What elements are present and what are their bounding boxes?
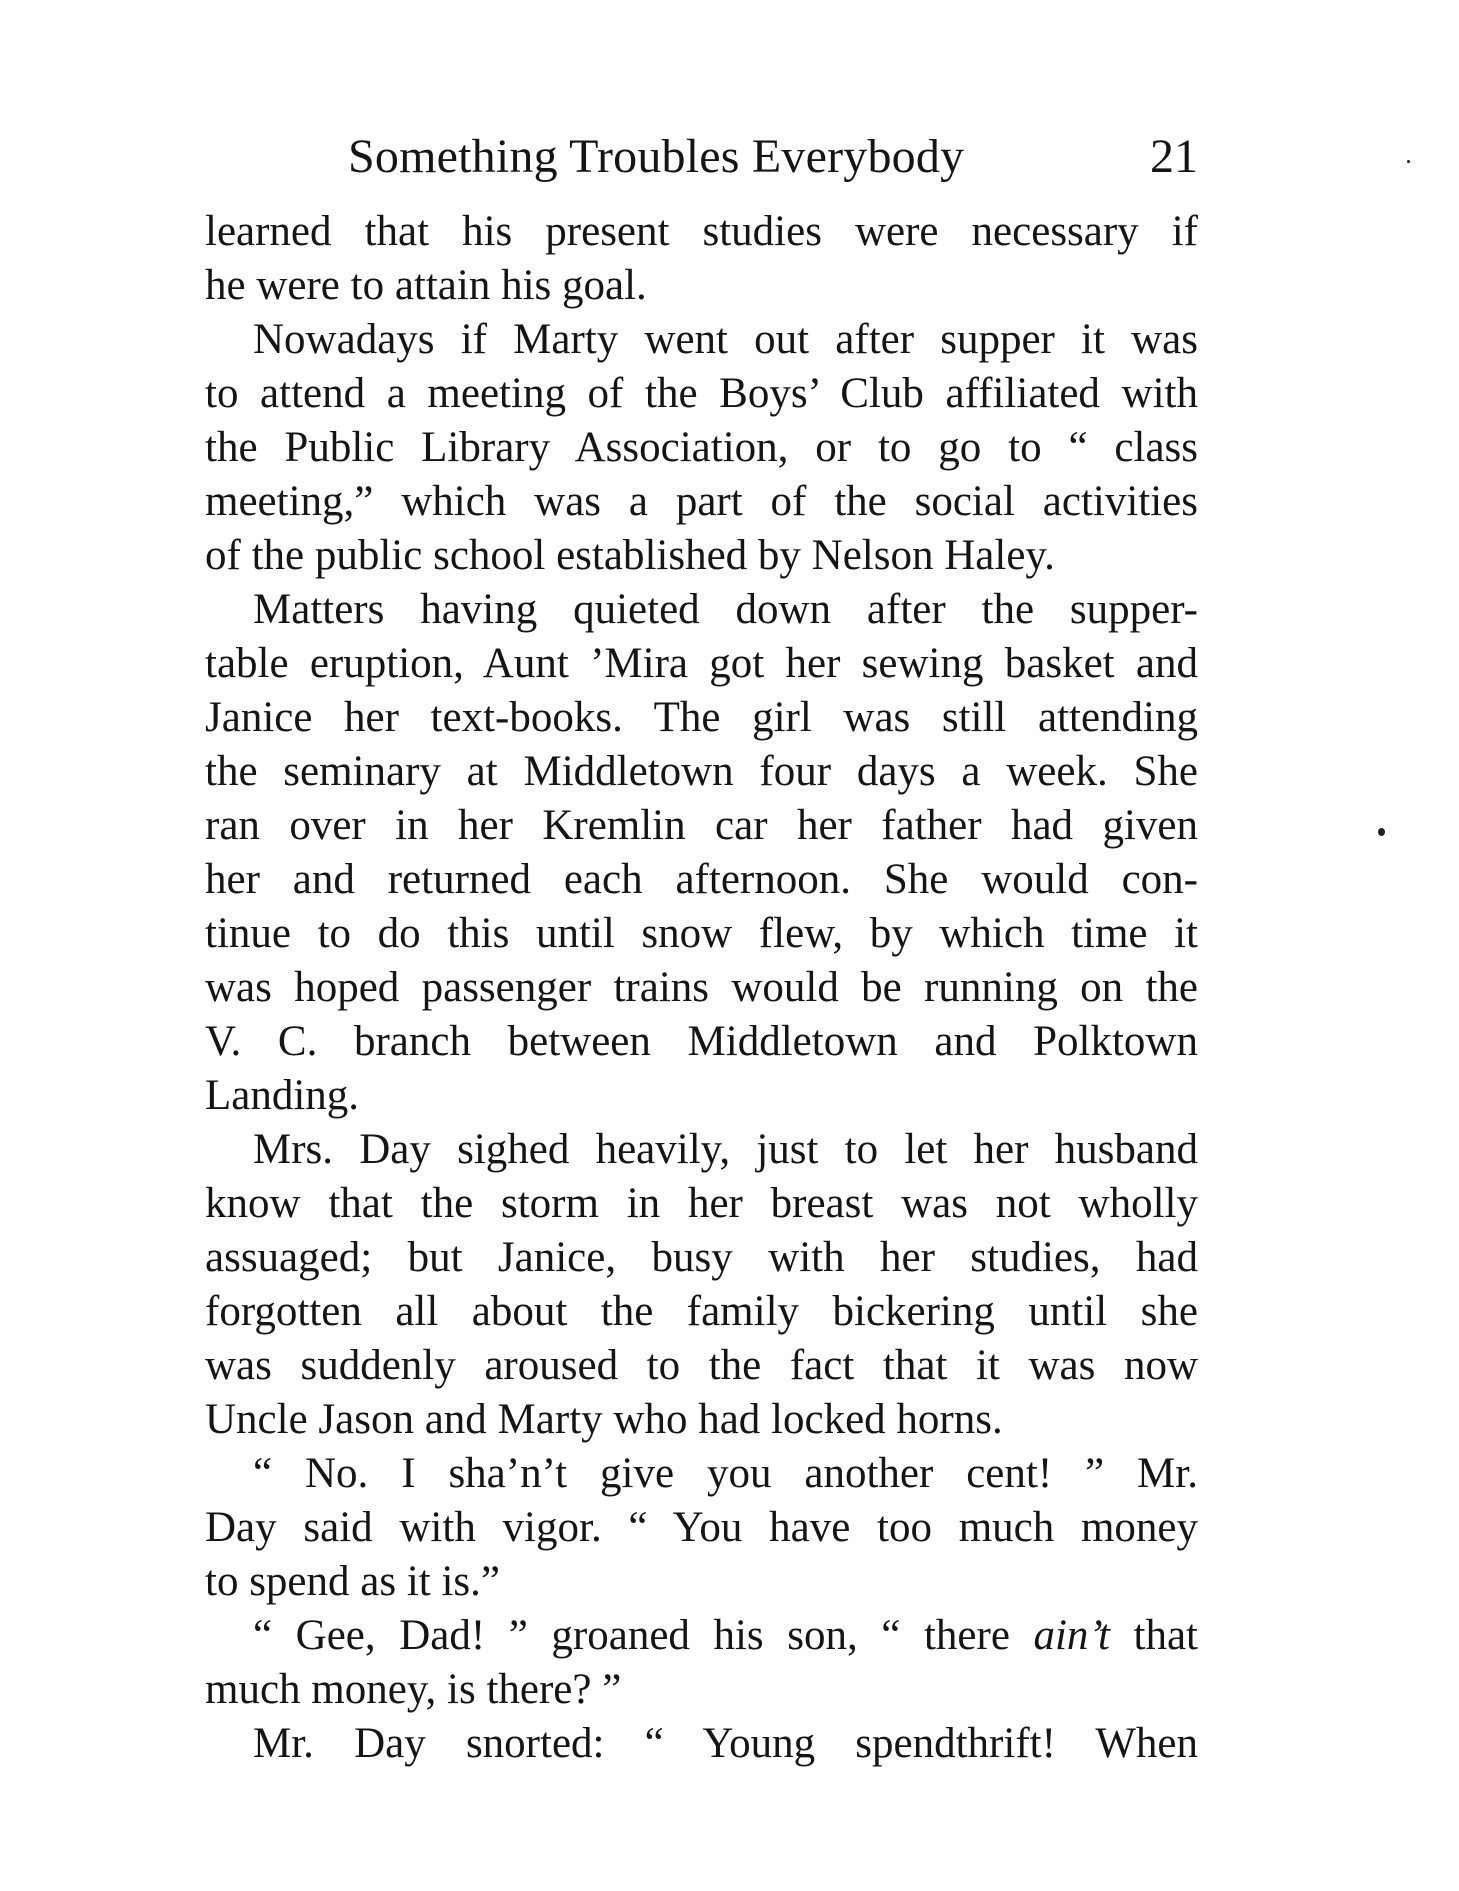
text-line: to spend as it is.” xyxy=(205,1558,500,1605)
text-line: meeting,” which was a part of the social activities xyxy=(205,478,1198,525)
running-title: Something Troubles Everybody xyxy=(348,130,965,183)
text-line: learned that his present studies were necessary if xyxy=(205,208,1198,255)
text-line: Mr. Day snorted: “ Young spendthrift! When xyxy=(253,1720,1198,1767)
text-line: ran over in her Kremlin car her father had given xyxy=(205,802,1198,849)
text-line: much money, is there? ” xyxy=(205,1666,622,1713)
text-line: Day said with vigor. “ You have too much money xyxy=(205,1504,1198,1551)
text-segment: that xyxy=(1109,1612,1198,1659)
text-segment: “ Gee, Dad! ” groaned his son, “ there xyxy=(253,1612,1034,1659)
ink-speck xyxy=(1407,160,1410,163)
text-line: of the public school established by Nelson Haley. xyxy=(205,532,1055,579)
text-line: was hoped passenger trains would be running on the xyxy=(205,964,1198,1011)
text-line: tinue to do this until snow flew, by which time it xyxy=(205,910,1198,957)
text-line: Nowadays if Marty went out after supper it was xyxy=(253,316,1198,363)
text-line: Janice her text-books. The girl was still attending xyxy=(205,694,1198,741)
text-line: Mrs. Day sighed heavily, just to let her husband xyxy=(253,1126,1198,1173)
text-line: “ No. I sha’n’t give you another cent! ” Mr. xyxy=(253,1450,1198,1497)
text-line: table eruption, Aunt ’Mira got her sewing basket and xyxy=(205,640,1198,687)
text-line: the seminary at Middletown four days a week. She xyxy=(205,748,1198,795)
text-line: Landing. xyxy=(205,1072,360,1119)
ink-speck xyxy=(1378,828,1385,836)
text-line: was suddenly aroused to the fact that it was now xyxy=(205,1342,1198,1389)
text-line: Uncle Jason and Marty who had locked horns. xyxy=(205,1396,1003,1443)
text-line: assuaged; but Janice, busy with her studies, had xyxy=(205,1234,1198,1281)
text-line: to attend a meeting of the Boys’ Club affiliated with xyxy=(205,370,1198,417)
text-line: forgotten all about the family bickering until she xyxy=(205,1288,1198,1335)
italic-text: ain’t xyxy=(1033,1612,1110,1659)
page-header xyxy=(205,122,1198,192)
text-line: Matters having quieted down after the supper- xyxy=(253,586,1198,633)
text-line: her and returned each afternoon. She would con- xyxy=(205,856,1198,903)
text-line: he were to attain his goal. xyxy=(205,262,647,309)
text-line: V. C. branch between Middletown and Polktown xyxy=(205,1018,1198,1065)
page-number: 21 xyxy=(1150,130,1198,183)
text-line xyxy=(205,1609,1198,1663)
body-text xyxy=(205,205,1198,1771)
text-line: the Public Library Association, or to go to “ class xyxy=(205,424,1198,471)
text-line: know that the storm in her breast was not wholly xyxy=(205,1180,1198,1227)
